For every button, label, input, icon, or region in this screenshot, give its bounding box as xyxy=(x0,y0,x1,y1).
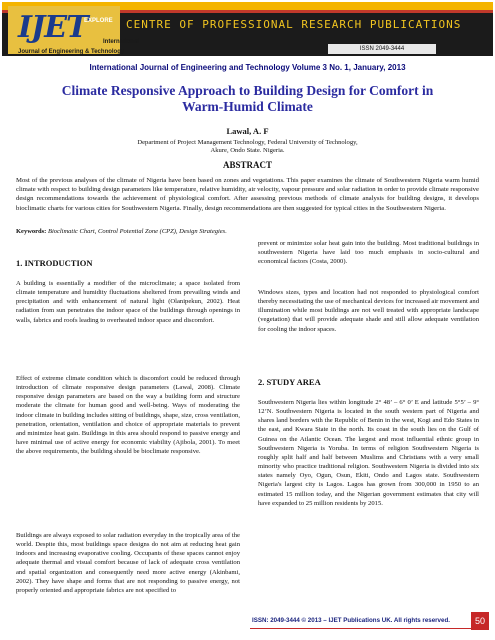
section-2-heading: 2. STUDY AREA xyxy=(258,377,321,387)
logo-international-text: International xyxy=(103,39,140,45)
author-name: Lawal, A. F xyxy=(226,126,269,136)
affiliation-line-1: Department of Project Management Technology, Federal University of Technology, xyxy=(137,139,358,146)
journal-banner xyxy=(2,2,493,56)
intro-paragraph-3: Buildings are always exposed to solar radiation everyday in the tropically area of the world. Despite this, most buildings space designs do not aim at reducing heat gain indoors and increasing evaporative cooling. Occupants of these spaces cannot enjoy adequate thermal and visual comfort because of lack of adequate cross ventilation and spatial organization and consequently need more active energy (Akinbami, 2002). They have shape and forms that are not responding to passive energy, not properly oriented and appropriate fabrics are not specified to xyxy=(16,532,240,594)
page-number: 50 xyxy=(471,612,489,630)
abstract-heading: ABSTRACT xyxy=(222,160,272,170)
author-affiliation xyxy=(0,139,495,155)
journal-logo xyxy=(8,6,140,55)
issn-badge: ISSN 2049-3444 xyxy=(328,44,436,54)
intro-paragraph-1: A building is essentially a modifier of the microclimate; a space isolated from climate temperature and humidity fluctuations sheltered from prevailing winds and precipitation and with enhancement of natural light (Olanipekun, 2002). Heat radiation from sun penetrates the indoor space of the buildings through openings in walls, fabrics and roofs leading to overheated indoor space and discomfort. xyxy=(16,280,240,324)
footer-divider xyxy=(250,628,483,629)
intro-paragraph-2: Effect of extreme climate condition which is discomfort could be reduced through introduction of climate responsive design parameters (Lawal, 2008). Climate responsive design parameters are based on the way a building form and structure moderate the climate for human good and well-being. Ways of moderating the indoor climate in building includes sitting of buildings, shape, size, cross ventilation, penetration, orientation, ventilation and choice of appropriate materials to prevent and minimize heat gain. Buildings in this area should respond to passive energy and have minimal use of active energy for economic viability (Ajibola, 2001). To meet the above requirements, the building should be bioclimate responsive. xyxy=(16,375,240,456)
abstract-text: Most of the previous analyses of the climate of Nigeria have been based on zones and vegetations. This paper examines the climate of Southwestern Nigeria warm humid climate with respect to building design parameters like temperature, relative humidity, air velocity, vapour pressure and solar radiation in order to provide climate responsive design recommendations towards the achievement of physiological comfort. After assessing previous methods of climate analysis for building designs, it develops bioclimatic charts for various cities for Southwestern Nigeria. Finally, design recommendations are then suggested for typical cities in the Southwestern Nigeria. xyxy=(16,177,479,212)
logo-explore-text: EXPLORE xyxy=(84,18,113,24)
keywords xyxy=(16,227,479,236)
publisher-name: CENTRE OF PROFESSIONAL RESEARCH PUBLICATIONS xyxy=(126,18,462,31)
intro-paragraph-5: Windows sizes, types and location had not responded to physiological comfort thereby necessitating the use of mechanical devices for increased air movement and illumination while most buildings are not well treated with appropriate landscape (vegetation) that will provide adequate shade and still allow adequate ventilation for cooling the indoor spaces. xyxy=(258,289,479,333)
intro-paragraph-4: prevent or minimize solar heat gain into the building. Most traditional buildings in southwestern Nigeria have laid too much emphasis in socio-cultural and economical factors (Costa, 2000). xyxy=(258,240,479,266)
paper-title: Climate Responsive Approach to Building Design for Comfort in Warm-Humid Climate xyxy=(61,83,434,114)
study-area-paragraph: Southwestern Nigeria lies within longitude 2° 48’ – 6° 0’ E and latitude 5°5’ – 9° 12’N. Southwestern Nigeria is located in the south western part of Nigeria and shares land borders with the Republic of Benin in the west, Kogi and Edo States in the east, and Kwara State in the north. Its coast in the south lies on the Gulf of Guinea on the Atlantic Ocean. The largest and most influential ethnic group in Southwestern Nigeria is Yoruba. In terms of religion Southwestern Nigeria is roughly split half and half between Muslims and Christians with a very small minority who practice traditional religion. Southwestern Nigeria is divided into six states namely Oyo, Ogun, Osun, Ekiti, Ondo and Lagos state. Southwestern Nigeria's largest city is Lagos. Lagos has grown from 300,000 in 1950 to an estimated 15 million today, and the Nigerian government estimates that city will have expanded to 25 million residents by 2015. xyxy=(258,399,479,507)
logo-journal-text: Journal of Engineering & Technology xyxy=(18,49,125,55)
keywords-list: Bioclimatic Chart, Control Potential Zone (CPZ), Design Strategies. xyxy=(47,228,227,235)
section-1-heading: 1. INTRODUCTION xyxy=(16,258,93,268)
logo-main-text: IJET xyxy=(18,10,88,45)
keywords-label: Keywords: xyxy=(16,228,47,235)
journal-citation: International Journal of Engineering and Technology Volume 3 No. 1, January, 2013 xyxy=(89,63,406,72)
copyright-footer: ISSN: 2049-3444 © 2013 – IJET Publications UK. All rights reserved. xyxy=(252,617,450,624)
affiliation-line-2: Akure, Ondo State. Nigeria. xyxy=(210,147,285,154)
